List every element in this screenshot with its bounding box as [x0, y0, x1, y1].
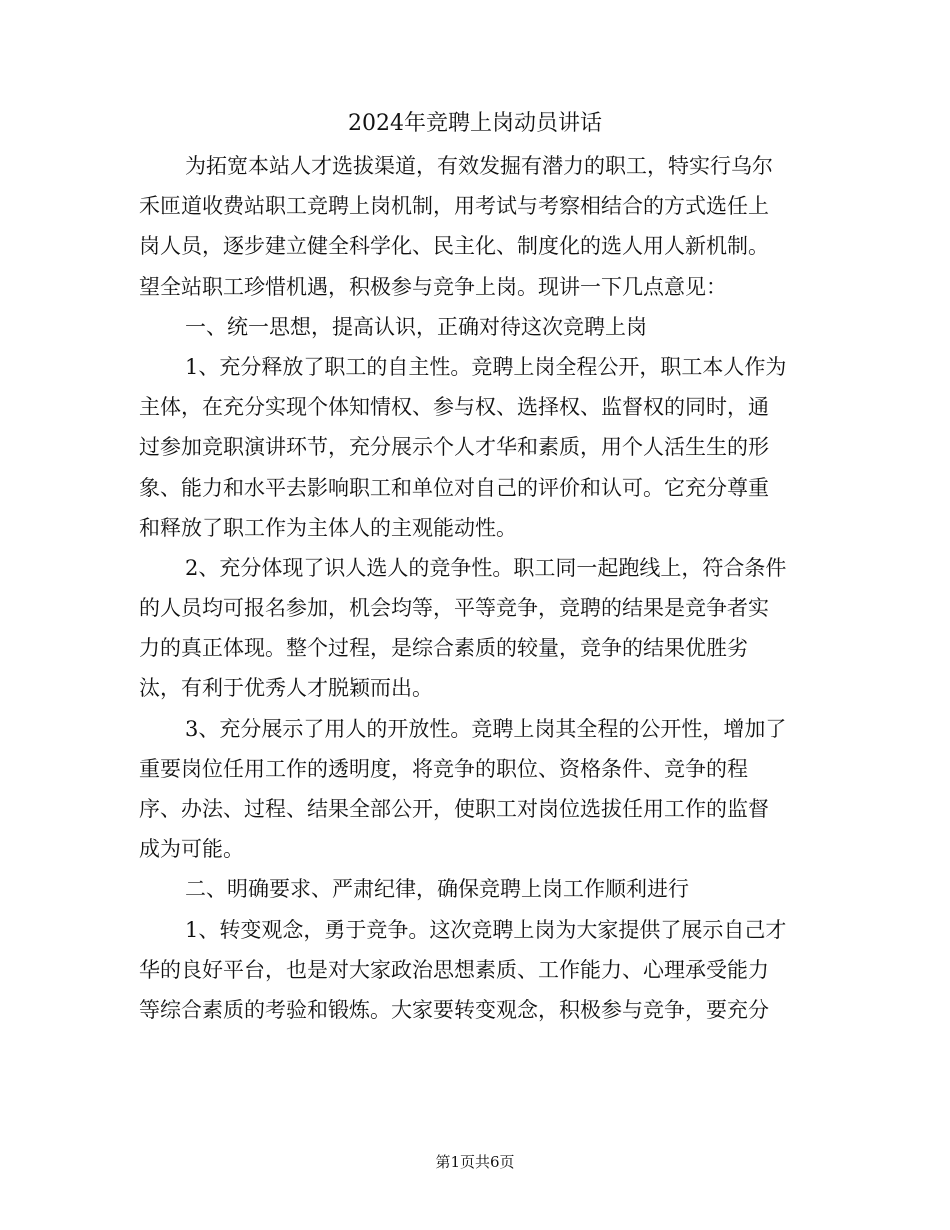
paragraph-line: 1、充分释放了职工的自主性。竞聘上岗全程公开，职工本人作为 [185, 354, 787, 379]
paragraph-line: 岗人员，逐步建立健全科学化、民主化、制度化的选人用人新机制。 [139, 234, 769, 259]
document-body [139, 146, 811, 1030]
section-heading: 二、明确要求、严肃纪律，确保竞聘上岗工作顺利进行 [185, 877, 689, 902]
paragraph-line: 等综合素质的考验和锻炼。大家要转变观念，积极参与竞争，要充分 [139, 997, 769, 1022]
paragraph-line: 象、能力和水平去影响职工和单位对自己的评价和认可。它充分尊重 [139, 475, 769, 500]
paragraph-line: 1、转变观念，勇于竞争。这次竞聘上岗为大家提供了展示自己才 [185, 917, 787, 942]
paragraph-line: 3、充分展示了用人的开放性。竞聘上岗其全程的公开性，增加了 [185, 716, 787, 741]
page-number: 第1页共6页 [435, 1153, 515, 1171]
document-title: 2024年竞聘上岗动员讲话 [348, 111, 602, 136]
paragraph-line: 的人员均可报名参加，机会均等，平等竞争，竞聘的结果是竞争者实 [139, 596, 769, 621]
paragraph-line: 望全站职工珍惜机遇，积极参与竞争上岗。现讲一下几点意见： [139, 274, 727, 299]
paragraph-line: 为拓宽本站人才选拔渠道，有效发掘有潜力的职工，特实行乌尔 [185, 154, 773, 178]
paragraph-line: 重要岗位任用工作的透明度，将竞争的职位、资格条件、竞争的程 [139, 756, 748, 781]
paragraph-line: 和释放了职工作为主体人的主观能动性。 [139, 515, 517, 540]
paragraph-line: 2、充分体现了识人选人的竞争性。职工同一起跑线上，符合条件 [185, 555, 787, 580]
paragraph-line: 力的真正体现。整个过程，是综合素质的较量，竞争的结果优胜劣 [139, 636, 748, 661]
paragraph-line: 过参加竞职演讲环节，充分展示个人才华和素质，用个人活生生的形 [139, 435, 769, 460]
paragraph-line: 成为可能。 [139, 837, 244, 862]
section-heading: 一、统一思想，提高认识，正确对待这次竞聘上岗 [185, 314, 647, 339]
paragraph-line: 华的良好平台，也是对大家政治思想素质、工作能力、心理承受能力 [139, 957, 769, 982]
paragraph-line: 序、办法、过程、结果全部公开，使职工对岗位选拔任用工作的监督 [139, 797, 769, 821]
paragraph-line: 禾匝道收费站职工竞聘上岗机制，用考试与考察相结合的方式选任上 [139, 194, 769, 219]
paragraph-line: 汰，有利于优秀人才脱颖而出。 [139, 676, 433, 701]
paragraph-line: 主体，在充分实现个体知情权、参与权、选择权、监督权的同时，通 [139, 395, 769, 420]
